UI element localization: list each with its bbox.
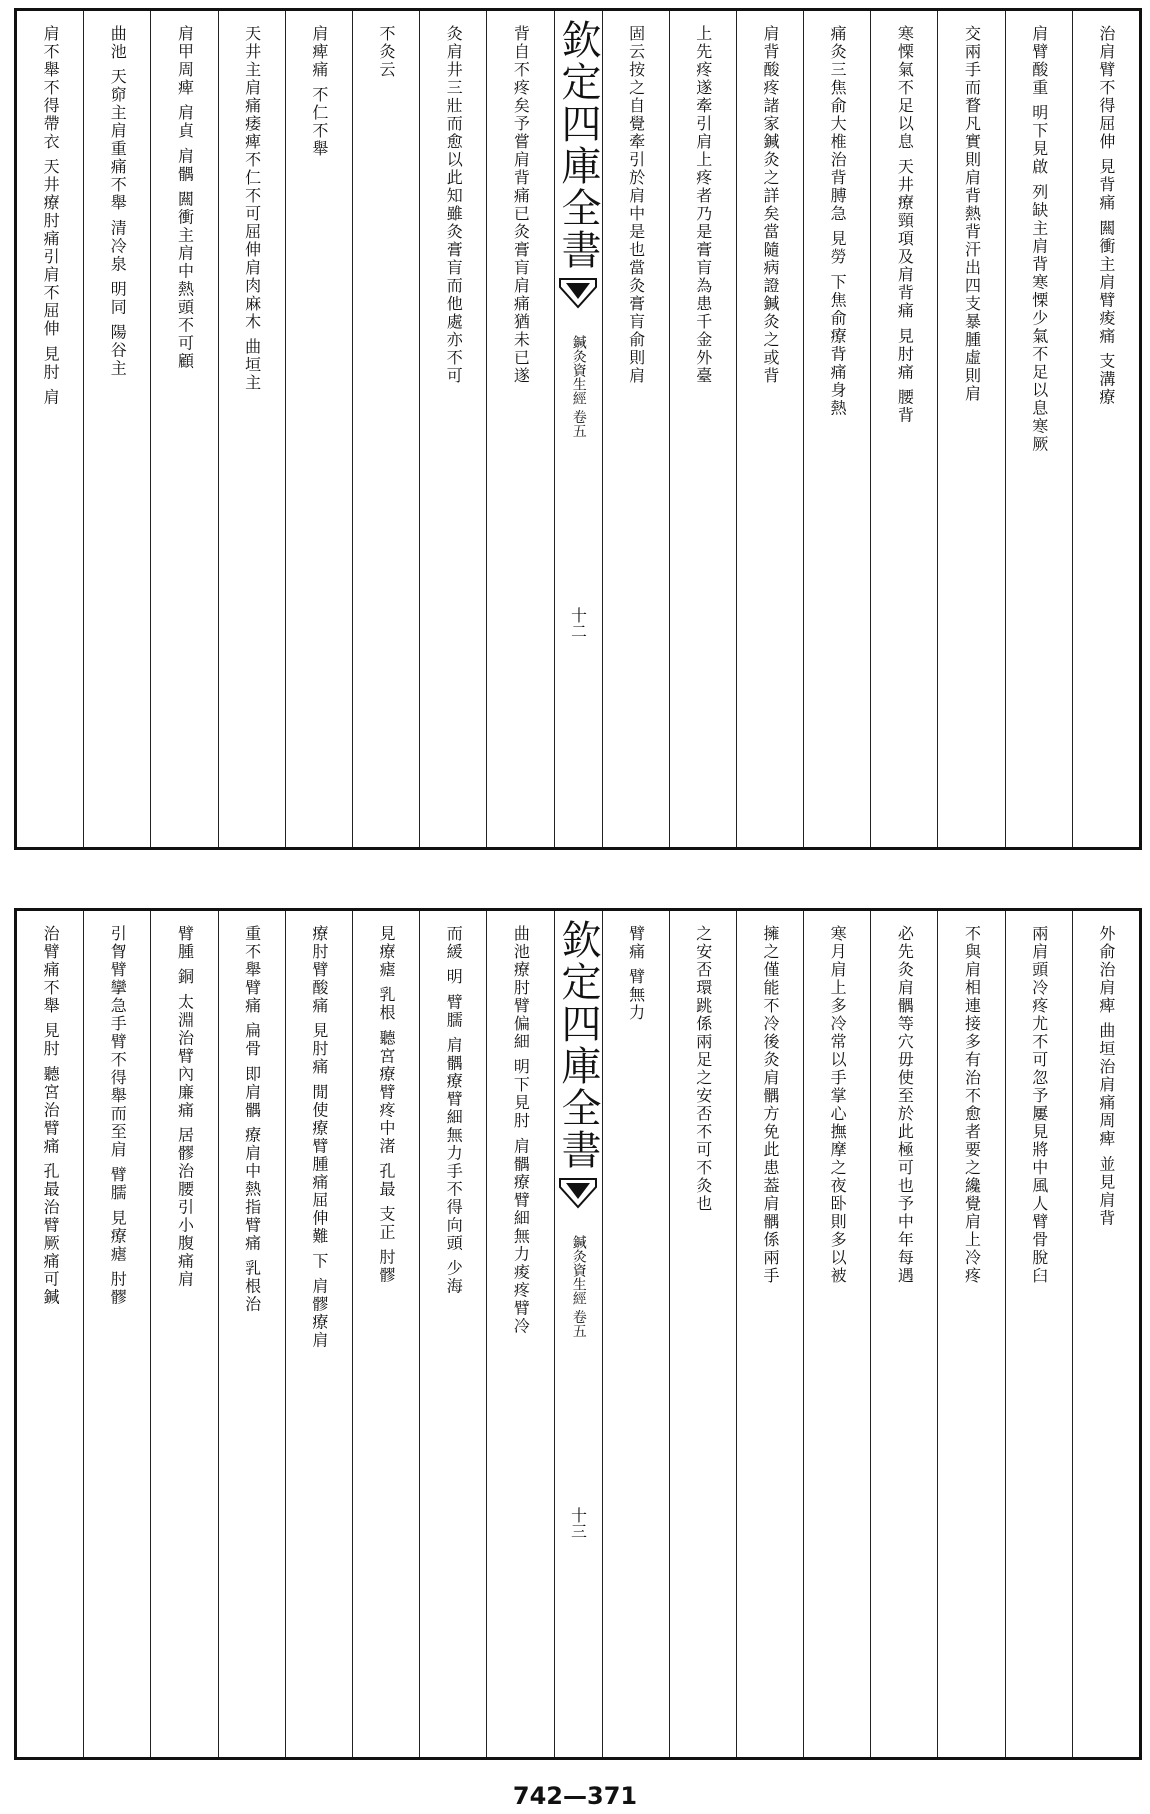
book-title: 欽定四庫全書 xyxy=(555,19,601,271)
text-columns xyxy=(17,911,1139,1757)
text-column xyxy=(486,911,553,1757)
text-column xyxy=(803,11,870,847)
top-page xyxy=(0,0,1150,860)
column-text: 寒月肩上多冷常以手掌心撫摩之夜卧則多以被 xyxy=(828,925,848,1285)
text-column xyxy=(937,911,1004,1757)
center-margin xyxy=(554,911,602,1757)
page-number: 十三 xyxy=(568,1507,588,1540)
column-text: 肩痺痛 不仁不舉 xyxy=(309,25,329,159)
text-column xyxy=(17,911,83,1757)
column-text: 治肩臂不得屈伸 見背痛 闗衝主肩臂痠痛 支溝療 xyxy=(1096,25,1116,407)
text-column xyxy=(285,911,352,1757)
text-column xyxy=(870,911,937,1757)
column-text: 肩背酸疼諸家鍼灸之詳矣當隨病證鍼灸之或背 xyxy=(760,25,780,385)
column-text: 上先疼遂牽引肩上疼者乃是膏肓為患千金外臺 xyxy=(693,25,713,385)
text-column xyxy=(870,11,937,847)
column-text: 灸肩井三壯而愈以此知雖灸膏肓而他處亦不可 xyxy=(444,25,464,385)
text-column xyxy=(1072,911,1139,1757)
column-text: 不與肩相連接多有治不愈者要之纔覺肩上冷疼 xyxy=(962,925,982,1285)
column-text: 擁之僅能不冷後灸肩髃方免此患葢肩髃係兩手 xyxy=(760,925,780,1285)
text-column xyxy=(602,911,669,1757)
text-column xyxy=(83,911,150,1757)
column-text: 臂腫 銅 太淵治臂內廉痛 居髎治腰引小腹痛肩 xyxy=(175,925,195,1289)
text-column xyxy=(486,11,553,847)
page-frame xyxy=(14,8,1142,850)
column-text: 兩肩頭冷疼尤不可忽予屢見將中風人臂骨脫臼 xyxy=(1029,925,1049,1285)
column-text: 之安否環跳係兩足之安否不可不灸也 xyxy=(693,925,713,1213)
text-column xyxy=(352,11,419,847)
text-column xyxy=(218,11,285,847)
book-title: 欽定四庫全書 xyxy=(555,919,601,1171)
text-column xyxy=(669,911,736,1757)
text-column xyxy=(150,11,217,847)
column-text: 背自不疼矣予嘗肩背痛已灸膏肓肩痛猶未已遂 xyxy=(511,25,531,385)
column-text: 重不舉臂痛 扁骨 即肩髃 療肩中熱指臂痛 乳根治 xyxy=(242,925,262,1314)
text-column xyxy=(1072,11,1139,847)
column-text: 曲池 天窌主肩重痛不舉 清冷泉 明同 陽谷主 xyxy=(108,25,128,378)
center-margin xyxy=(554,11,602,847)
page-frame xyxy=(14,908,1142,1760)
text-column xyxy=(736,11,803,847)
column-text: 痛灸三焦俞大椎治背膊急 見勞 下焦俞療背痛身熱 xyxy=(828,25,848,418)
volume-label: 鍼灸資生經 卷五 xyxy=(570,335,587,438)
text-column xyxy=(803,911,870,1757)
text-column xyxy=(352,911,419,1757)
text-column xyxy=(736,911,803,1757)
text-column xyxy=(937,11,1004,847)
volume-label: 鍼灸資生經 卷五 xyxy=(570,1235,587,1338)
column-text: 見療瘧 乳根 聽宮療臂疼中渚 孔最 支正 肘髎 xyxy=(377,925,397,1285)
text-column xyxy=(83,11,150,847)
column-text: 交兩手而瞀凡實則肩背熱背汗出四支暴腫虛則肩 xyxy=(962,25,982,403)
text-column xyxy=(1005,911,1072,1757)
column-text: 必先灸肩髃等穴毋使至於此極可也予中年每遇 xyxy=(895,925,915,1285)
text-column xyxy=(1005,11,1072,847)
column-text: 外俞治肩痺 曲垣治肩痛周痺 並見肩背 xyxy=(1096,925,1116,1228)
text-column xyxy=(419,11,486,847)
text-column xyxy=(285,11,352,847)
column-text: 引胷臂攣急手臂不得舉而至肩 臂臑 見療瘧 肘髎 xyxy=(108,925,128,1307)
column-text: 不灸云 xyxy=(377,25,397,79)
column-text: 固云按之自覺牽引於肩中是也當灸膏肓俞則肩 xyxy=(626,25,646,385)
column-text: 天井主肩痛痿痺不仁不可屈伸肩肉麻木 曲垣主 xyxy=(242,25,262,393)
column-text: 臂痛 臂無力 xyxy=(626,925,646,1023)
bottom-page xyxy=(0,900,1150,1770)
text-column xyxy=(218,911,285,1757)
text-columns xyxy=(17,11,1139,847)
text-column xyxy=(669,11,736,847)
column-text: 而緩 明 臂臑 肩髃療臂細無力手不得向頭 少海 xyxy=(444,925,464,1296)
fishtail-mark-icon xyxy=(558,277,598,311)
column-text: 療肘臂酸痛 見肘痛 閒使療臂腫痛屈伸難 下 肩髎療肩 xyxy=(309,925,329,1350)
page-number: 十二 xyxy=(568,607,588,640)
column-text: 肩不舉不得帶衣 天井療肘痛引肩不屈伸 見肘 肩 xyxy=(41,25,61,407)
column-text: 肩甲周痺 肩貞 肩髃 闗衝主肩中熱頭不可顧 xyxy=(175,25,195,371)
column-text: 治臂痛不舉 見肘 聽宮治臂痛 孔最治臂厥痛可鍼 xyxy=(41,925,61,1307)
text-column xyxy=(17,11,83,847)
footer-page-code: 742—371 xyxy=(512,1782,638,1810)
column-text: 寒慄氣不足以息 天井療頸項及肩背痛 見肘痛 腰背 xyxy=(895,25,915,425)
column-text: 肩臂酸重 明下見啟 列缺主肩背寒慄少氣不足以息寒厥 xyxy=(1029,25,1049,454)
fishtail-mark-icon xyxy=(558,1177,598,1211)
text-column xyxy=(150,911,217,1757)
text-column xyxy=(419,911,486,1757)
column-text: 曲池療肘臂偏細 明下見肘 肩髃療臂細無力痠疼臂冷 xyxy=(511,925,531,1336)
text-column xyxy=(602,11,669,847)
